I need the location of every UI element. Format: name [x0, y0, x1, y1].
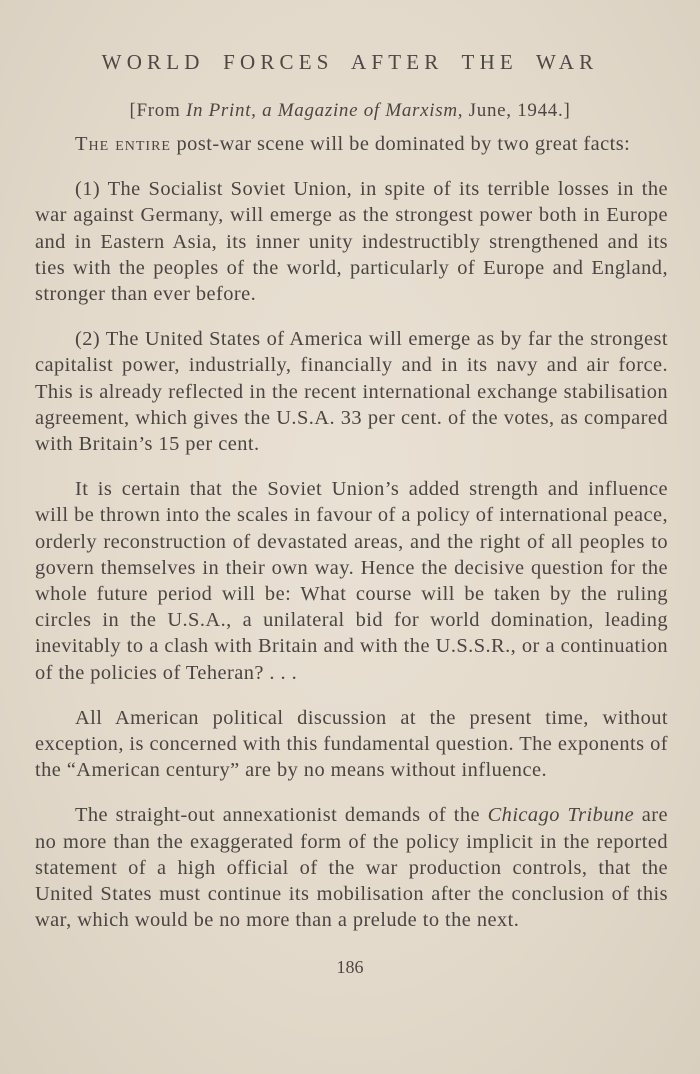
intro-text: post-war scene will be dominated by two great facts: [170, 133, 631, 155]
article-body [35, 131, 668, 952]
source-note-open: [From [129, 100, 186, 121]
paragraph-united-states: (2) The United States of America will emerge as by far the strongest capitalist power, industrially, financially and in its navy and air force. This is already reflected in the recent international exchange stabilisation agreement, which gives the U.S.A. 33 per cent. of the votes, as compared with Britain’s 15 per cent. [35, 328, 668, 456]
paragraph-american-discussion: All American political discussion at the present time, without exception, is concerned with this fundamental question. The exponents of the “American century” are by no means without influence. [35, 706, 668, 782]
paragraph-decisive-question: It is certain that the Soviet Union’s added strength and influence will be thrown into the scales in favour of a policy of international peace, orderly reconstruction of devastated areas, and the right of all peoples to govern themselves in their own way. Hence the decisive question for the whole future period will be: What course will be taken by the ruling circles in the U.S.A., a unilateral bid for world domination, leading inevitably to a clash with Britain and with the U.S.S.R., or a continuation of the policies of Teheran? . . . [35, 478, 668, 684]
intro-lead-words: The entire [75, 133, 171, 155]
source-note [0, 100, 700, 122]
annexationist-text-a: The straight-out annexationist demands of the [75, 804, 488, 827]
paragraph-annexationist-demands [35, 802, 668, 933]
source-note-close: June, 1944.] [463, 100, 571, 121]
paragraph-soviet-union: (1) The Socialist Soviet Union, in spite of its terrible losses in the war against Germany, will emerge as the strongest power both in Europe and in Eastern Asia, its inner unity indestructibly strengthened and its ties with the peoples of the world, particularly of Europe and England, stronger than ever before. [35, 178, 668, 306]
running-head: WORLD FORCES AFTER THE WAR [101, 50, 599, 74]
source-publication: In Print, a Magazine of Marxism, [185, 100, 464, 121]
annexationist-text-b: are no more than the exaggerated form of the policy implicit in the reported statement of a high official of the war production controls, that the United States must continue its mobilisation after the conclusion of this war, which would be no more than a prelude to the next. [35, 804, 668, 932]
page-number: 186 [336, 957, 364, 977]
paragraph-intro [35, 131, 668, 157]
newspaper-title: Chicago Tribune [487, 804, 635, 827]
